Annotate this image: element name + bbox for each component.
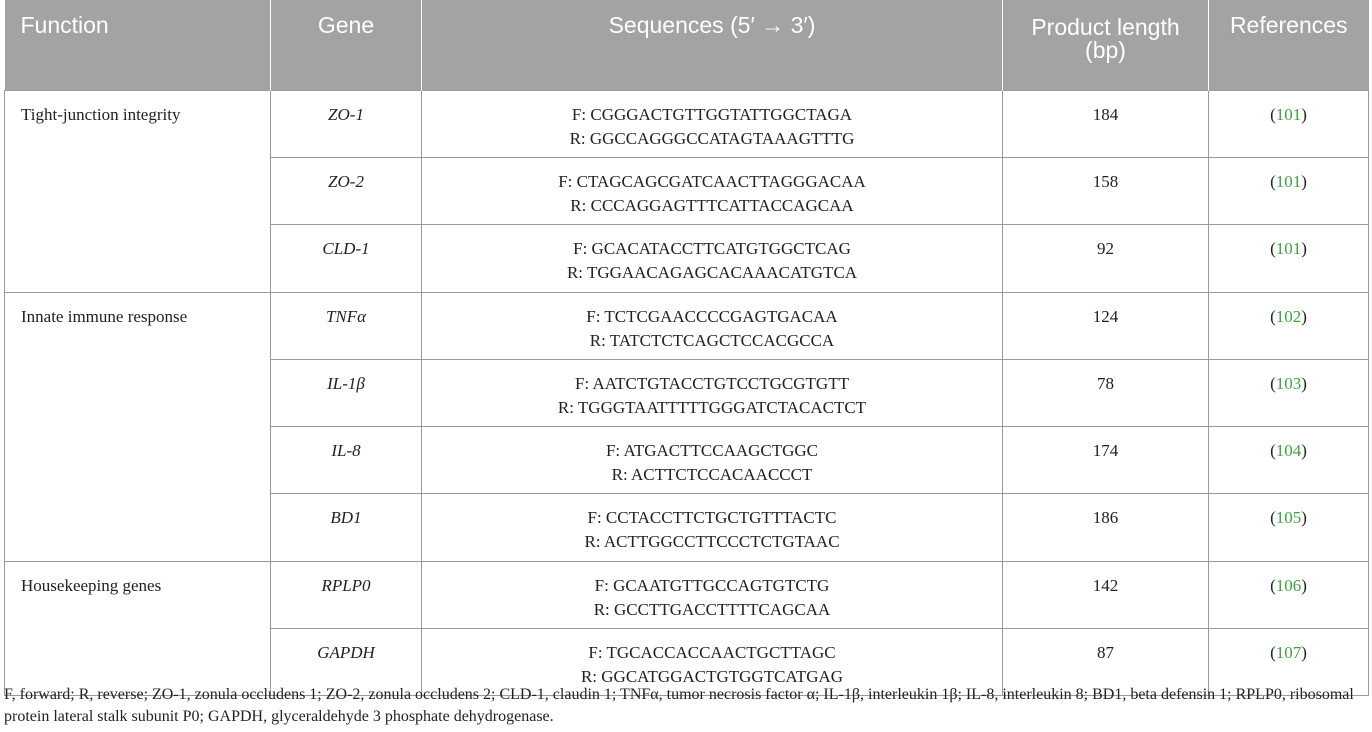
reference-cell: (106) — [1209, 562, 1369, 629]
reverse-primer: R: CCCAGGAGTTTCATTACCAGCAA — [570, 196, 854, 215]
forward-primer: F: AATCTGTACCTGTCCTGCGTGTT — [575, 374, 849, 393]
reference-link[interactable]: 106 — [1275, 576, 1302, 595]
gene-cell: GAPDH — [271, 629, 422, 696]
reverse-primer: R: TATCTCTCAGCTCCACGCCA — [589, 331, 835, 350]
reverse-primer: R: ACTTCTCCACAACCCT — [611, 465, 813, 484]
primer-table — [4, 0, 1369, 696]
primer-table-container — [4, 0, 1368, 696]
length-cell: 158 — [1003, 158, 1209, 225]
reference-cell: (101) — [1209, 158, 1369, 225]
reference-link[interactable]: 103 — [1275, 374, 1302, 393]
header-gene: Gene — [271, 0, 422, 91]
sequence-cell — [422, 158, 1003, 225]
reference-cell: (105) — [1209, 494, 1369, 562]
table-footnote: F, forward; R, reverse; ZO-1, zonula occludens 1; ZO-2, zonula occludens 2; CLD-1, claudin 1; TNFα, tumor necrosis factor α; IL-1β, interleukin 1β; IL-8, interleukin 8; BD1, beta defensin 1; RPLP0, ribosomal protein lateral stalk subunit P0; GAPDH, glyceraldehyde 3 phosphate dehydrogenase. — [4, 686, 1354, 725]
length-cell: 186 — [1003, 494, 1209, 562]
sequence-cell — [422, 225, 1003, 293]
forward-primer: F: ATGACTTCCAAGCTGGC — [605, 441, 819, 460]
function-cell: Housekeeping genes — [5, 562, 271, 696]
length-cell: 87 — [1003, 629, 1209, 696]
function-cell: Tight-junction integrity — [5, 91, 271, 293]
sequence-cell — [422, 293, 1003, 360]
length-cell: 174 — [1003, 427, 1209, 494]
reverse-primer: R: TGGAACAGAGCACAAACATGTCA — [566, 263, 858, 282]
reference-cell: (104) — [1209, 427, 1369, 494]
table-body — [5, 91, 1369, 696]
header-product-length: Product length (bp) — [1003, 0, 1209, 91]
reference-link[interactable]: 105 — [1275, 508, 1302, 527]
gene-cell: RPLP0 — [271, 562, 422, 629]
forward-primer: F: CCTACCTTCTGCTGTTTACTC — [587, 508, 837, 527]
forward-primer: F: GCAATGTTGCCAGTGTCTG — [594, 576, 830, 595]
reference-cell: (101) — [1209, 225, 1369, 293]
gene-cell: BD1 — [271, 494, 422, 562]
gene-cell: ZO-2 — [271, 158, 422, 225]
reference-link[interactable]: 101 — [1275, 172, 1302, 191]
reverse-primer: R: GGCATGGACTGTGGTCATGAG — [580, 667, 844, 686]
forward-primer: F: TGCACCACCAACTGCTTAGC — [588, 643, 836, 662]
length-cell: 124 — [1003, 293, 1209, 360]
sequence-cell — [422, 494, 1003, 562]
length-cell: 78 — [1003, 360, 1209, 427]
sequence-cell — [422, 562, 1003, 629]
table-row — [5, 293, 1369, 360]
reference-cell: (102) — [1209, 293, 1369, 360]
function-cell: Innate immune response — [5, 293, 271, 562]
header-sequences: Sequences (5′ → 3′) — [422, 0, 1003, 91]
forward-primer: F: TCTCGAACCCCGAGTGACAA — [586, 307, 838, 326]
table-row — [5, 91, 1369, 158]
length-cell: 142 — [1003, 562, 1209, 629]
reference-link[interactable]: 102 — [1275, 307, 1302, 326]
reverse-primer: R: TGGGTAATTTTTGGGATCTACACTCT — [557, 398, 867, 417]
reference-cell: (107) — [1209, 629, 1369, 696]
header-row — [5, 0, 1369, 91]
forward-primer: F: CTAGCAGCGATCAACTTAGGGACAA — [558, 172, 866, 191]
reference-link[interactable]: 104 — [1275, 441, 1302, 460]
reverse-primer: R: GGCCAGGGCCATAGTAAAGTTTG — [569, 129, 855, 148]
reference-link[interactable]: 101 — [1275, 105, 1302, 124]
table-row — [5, 562, 1369, 629]
sequence-cell — [422, 360, 1003, 427]
header-function: Function — [5, 0, 271, 91]
reference-link[interactable]: 101 — [1275, 239, 1302, 258]
reference-cell: (103) — [1209, 360, 1369, 427]
sequence-cell — [422, 91, 1003, 158]
length-cell: 92 — [1003, 225, 1209, 293]
gene-cell: ZO-1 — [271, 91, 422, 158]
gene-cell: CLD-1 — [271, 225, 422, 293]
reference-cell: (101) — [1209, 91, 1369, 158]
reverse-primer: R: GCCTTGACCTTTTCAGCAA — [593, 600, 831, 619]
reference-link[interactable]: 107 — [1275, 643, 1302, 662]
sequence-cell — [422, 427, 1003, 494]
gene-cell: TNFα — [271, 293, 422, 360]
gene-cell: IL-1β — [271, 360, 422, 427]
length-cell: 184 — [1003, 91, 1209, 158]
header-references: References — [1209, 0, 1369, 91]
forward-primer: F: GCACATACCTTCATGTGGCTCAG — [573, 239, 851, 258]
forward-primer: F: CGGGACTGTTGGTATTGGCTAGA — [571, 105, 853, 124]
reverse-primer: R: ACTTGGCCTTCCCTCTGTAAC — [584, 532, 840, 551]
gene-cell: IL-8 — [271, 427, 422, 494]
